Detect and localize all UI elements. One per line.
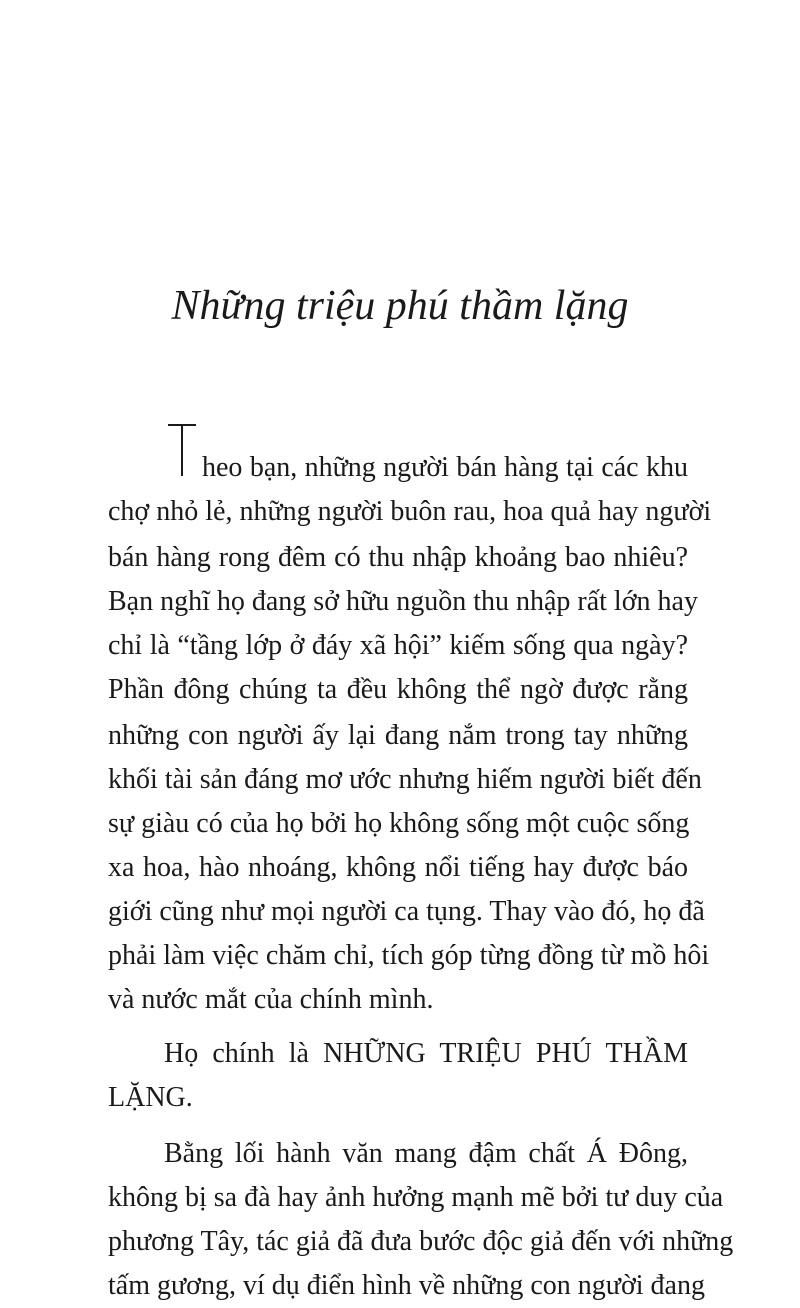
text-line: những con người ấy lại đang nắm trong tay những bbox=[108, 720, 688, 751]
text-line: Bạn nghĩ họ đang sở hữu nguồn thu nhập rất lớn hay bbox=[108, 586, 698, 617]
text-line: giới cũng như mọi người ca tụng. Thay vào đó, họ đã bbox=[108, 896, 705, 927]
text-line: bán hàng rong đêm có thu nhập khoảng bao nhiêu? bbox=[108, 542, 688, 573]
chapter-title: Những triệu phú thầm lặng bbox=[171, 283, 629, 329]
text-line: LẶNG. bbox=[108, 1082, 193, 1113]
drop-cap-letter bbox=[168, 424, 196, 478]
text-line: sự giàu có của họ bởi họ không sống một cuộc sống bbox=[108, 808, 690, 839]
text-line: khối tài sản đáng mơ ước nhưng hiếm người biết đến bbox=[108, 764, 702, 795]
text-line: heo bạn, những người bán hàng tại các khu bbox=[202, 452, 688, 483]
text-line: xa hoa, hào nhoáng, không nổi tiếng hay được báo bbox=[108, 852, 688, 883]
text-line: chợ nhỏ lẻ, những người buôn rau, hoa quả hay người bbox=[108, 496, 712, 527]
text-line: và nước mắt của chính mình. bbox=[108, 984, 434, 1015]
text-line: không bị sa đà hay ảnh hưởng mạnh mẽ bởi tư duy của bbox=[108, 1182, 724, 1213]
text-line: Phần đông chúng ta đều không thể ngờ được rằng bbox=[108, 674, 688, 705]
text-line: chỉ là “tầng lớp ở đáy xã hội” kiếm sống qua ngày? bbox=[108, 630, 688, 661]
text-line: phương Tây, tác giả đã đưa bước độc giả đến với những bbox=[108, 1226, 734, 1257]
text-line: Bằng lối hành văn mang đậm chất Á Đông, bbox=[164, 1138, 688, 1169]
text-line: phải làm việc chăm chỉ, tích góp từng đồng từ mồ hôi bbox=[108, 940, 710, 971]
text-line: Họ chính là NHỮNG TRIỆU PHÚ THẦM bbox=[164, 1038, 688, 1069]
text-line: tấm gương, ví dụ điển hình về những con người đang bbox=[108, 1270, 705, 1301]
